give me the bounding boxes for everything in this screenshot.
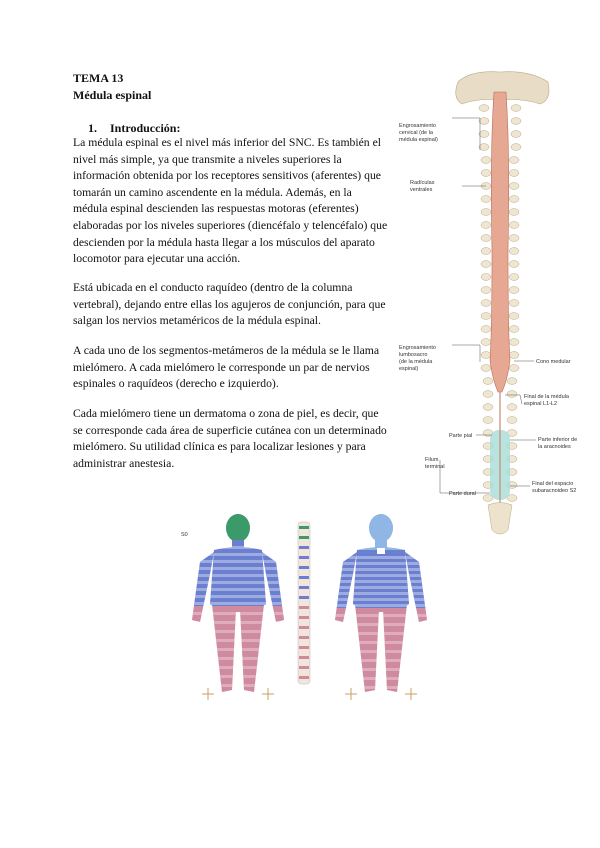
spine-segment <box>299 656 309 659</box>
subtitle-heading: Médula espinal <box>73 88 152 102</box>
label-cord-end-2: espinal L1-L2 <box>524 401 558 407</box>
back-stripe <box>320 659 440 662</box>
spine-segment <box>299 666 309 669</box>
label-arachnoid-1: Parte inferior de <box>538 437 578 443</box>
back-stripe <box>320 604 440 607</box>
paragraph-myelomere: A cada uno de los segmentos-metámeros de la médula se le llama mielómero. A cada mielómero le corresponde un par de nervios espinales o raquídeos (derecho e izquierdo). <box>73 344 380 391</box>
front-stripe <box>180 567 300 570</box>
label-lumbar-2: lumbosacro <box>399 352 428 358</box>
back-stripe <box>320 686 440 689</box>
spine-segment <box>299 586 309 589</box>
label-cervical-3: médula espinal) <box>399 137 438 143</box>
spine-segment <box>299 606 309 609</box>
spine-segment <box>299 596 309 599</box>
front-stripe <box>180 574 300 577</box>
back-stripe <box>320 623 440 626</box>
front-stripe <box>180 630 300 633</box>
label-lumbar-4: espinal) <box>399 366 419 372</box>
spine-segment <box>299 616 309 619</box>
back-stripe <box>320 650 440 653</box>
front-stripe <box>180 639 300 642</box>
front-stripe <box>180 581 300 584</box>
paragraph-location: Está ubicada en el conducto raquídeo (dentro de la columna vertebral), dejando entre ellas los agujeros de conjunción, para que salgan los nervios metaméricos de la médula espinal. <box>73 281 386 328</box>
back-stripe <box>320 677 440 680</box>
front-stripe <box>180 612 300 615</box>
back-stripe <box>320 695 440 698</box>
label-space-end-1: Final del espacio <box>532 481 574 487</box>
back-stripe <box>320 632 440 635</box>
front-stripe <box>180 588 300 591</box>
spine-segment <box>299 626 309 629</box>
front-stripe <box>180 621 300 624</box>
back-stripe <box>320 562 440 565</box>
back-stripe <box>320 668 440 671</box>
topic-heading: TEMA 13 <box>73 71 124 85</box>
front-stripe <box>180 684 300 687</box>
back-stripe <box>320 556 440 559</box>
back-stripe <box>320 598 440 601</box>
back-stripe <box>320 574 440 577</box>
back-stripe <box>320 641 440 644</box>
spine-segment <box>299 636 309 639</box>
spine-segment <box>299 566 309 569</box>
label-cervical-1: Engrosamiento <box>399 123 436 129</box>
front-stripes <box>180 546 300 696</box>
label-dural: Parte dural <box>449 491 476 497</box>
spine-segment <box>299 546 309 549</box>
spine-segment <box>299 576 309 579</box>
front-body <box>180 510 300 700</box>
back-body <box>320 510 440 700</box>
front-stripe <box>180 648 300 651</box>
paragraph-intro: La médula espinal es el nivel más inferior del SNC. Es también el nivel más simple, ya que transmite a niveles superiores la información obtenida por los receptores sensitivos (aferentes) que tomarán un camino ascendente en la médula. Además, en la médula espinal descienden las respuestas motoras (eferentes) elaboradas por los niveles superiores (diencéfalo y telencéfalo) que descienden por la médula hasta llegar a los músculos del aparato locomotor para ejecutar una acción. <box>73 136 388 266</box>
label-filum-1: Filum <box>425 457 439 463</box>
label-radicles-1: Radículas <box>410 180 435 186</box>
spine-segment <box>299 526 309 529</box>
spine-segment <box>299 536 309 539</box>
front-stripe <box>180 595 300 598</box>
label-lumbar-3: (de la médula <box>399 359 433 365</box>
corner-mark: S0 <box>181 532 188 538</box>
back-head-mark <box>377 548 385 554</box>
front-stripe <box>180 553 300 556</box>
label-radicles-2: ventrales <box>410 187 433 193</box>
front-stripe <box>180 666 300 669</box>
label-lumbar-1: Engrosamiento <box>399 345 436 351</box>
spine-segment <box>299 676 309 679</box>
label-pial: Parte pial <box>449 433 473 439</box>
back-stripe <box>320 592 440 595</box>
spine-segment <box>299 556 309 559</box>
back-stripe <box>320 586 440 589</box>
label-cervical-2: cervical (de la <box>399 130 433 136</box>
label-filum-2: terminal <box>425 464 445 470</box>
front-stripe <box>180 693 300 696</box>
label-conus: Cono medular <box>536 359 571 365</box>
section-title: Introducción: <box>110 121 181 135</box>
front-stripe <box>180 602 300 605</box>
front-stripe <box>180 546 300 549</box>
label-space-end-2: subaracnoideo S2 <box>532 488 577 494</box>
section-number: 1. <box>88 121 97 135</box>
front-stripe <box>180 657 300 660</box>
paragraph-dermatome: Cada mielómero tiene un dermatoma o zona de piel, es decir, que se corresponde cada área de superficie cutánea con un determinado mielómero. Su utilidad clínica es para localizar lesiones y para administrar anestesia. <box>73 407 387 470</box>
back-stripe <box>320 568 440 571</box>
front-stripe <box>180 560 300 563</box>
label-arachnoid-2: la aracnoides <box>538 444 571 450</box>
front-stripe <box>180 675 300 678</box>
back-stripe <box>320 580 440 583</box>
spine-segment <box>299 646 309 649</box>
label-cord-end-1: Final de la médula <box>524 394 569 400</box>
back-stripe <box>320 614 440 617</box>
foot-markers <box>202 688 417 700</box>
